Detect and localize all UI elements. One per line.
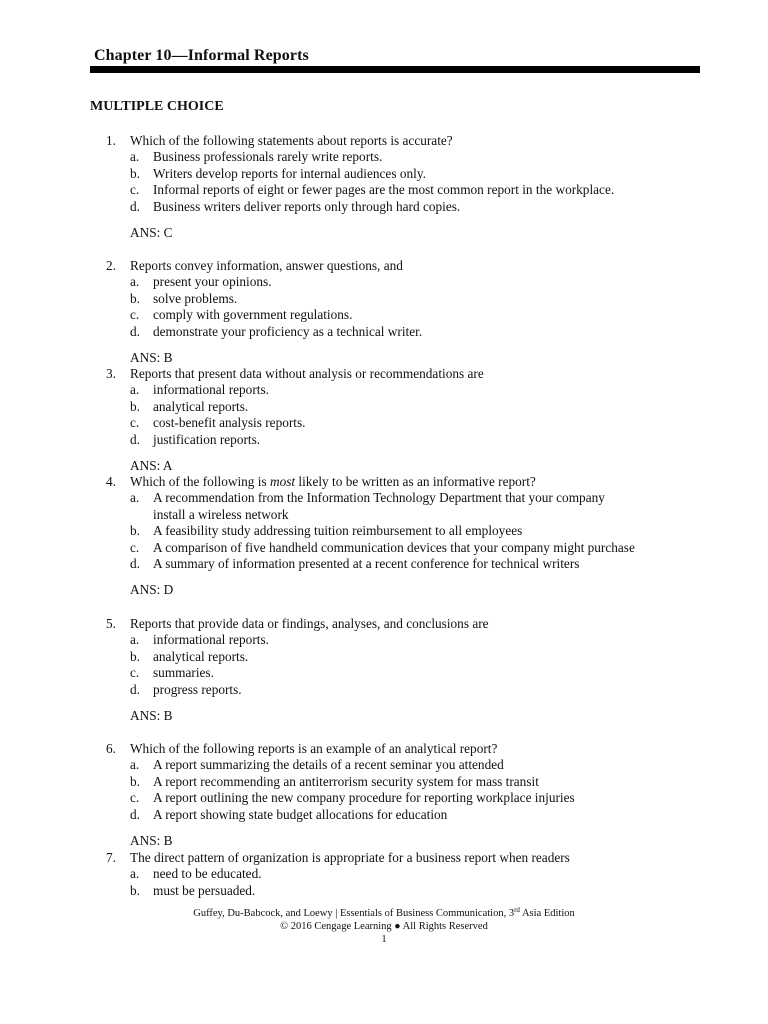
option-c (0, 790, 700, 806)
option-text: analytical reports. (153, 398, 249, 414)
question-stem: Reports that present data without analysis or recommendations are (130, 366, 484, 381)
option-text: present your opinions. (153, 274, 272, 290)
option-a (0, 149, 700, 165)
option-letter: c. (130, 415, 140, 431)
option-text: analytical reports. (153, 648, 249, 664)
question-5 (0, 616, 700, 724)
option-text: A report recommending an antiterrorism security system for mass transit (153, 773, 539, 789)
option-letter: b. (130, 882, 140, 898)
question-stem: Which of the following statements about reports is accurate? (130, 133, 453, 148)
option-d (0, 432, 700, 448)
option-text: A summary of information presented at a recent conference for technical writers (153, 555, 580, 571)
question-stem: Reports convey information, answer questions, and (130, 258, 403, 273)
option-letter: c. (130, 539, 140, 555)
question-6 (0, 741, 700, 849)
option-letter: d. (130, 555, 140, 571)
option-c (0, 415, 700, 431)
option-text: progress reports. (153, 681, 242, 697)
question-number: 4. (106, 474, 116, 489)
option-text: A report outlining the new company procedure for reporting workplace injuries (153, 790, 575, 806)
option-c (0, 540, 700, 556)
option-c (0, 307, 700, 323)
question-2 (0, 258, 700, 366)
page-footer (0, 904, 768, 946)
option-letter: b. (130, 648, 140, 664)
option-text: A comparison of five handheld communication devices that your company might purchase (153, 539, 635, 555)
option-letter: d. (130, 806, 140, 822)
footer-superscript: rd (514, 906, 520, 914)
option-text: A feasibility study addressing tuition reimbursement to all employees (153, 523, 523, 539)
option-b (0, 291, 700, 307)
question-number: 6. (106, 741, 116, 756)
option-d (0, 199, 700, 215)
option-letter: d. (130, 681, 140, 697)
option-letter: d. (130, 323, 140, 339)
footer-copyright: © 2016 Cengage Learning ● All Rights Reserved (280, 921, 488, 932)
question-stem: Which of the following reports is an example of an analytical report? (130, 741, 498, 756)
option-text: informational reports. (153, 382, 269, 398)
option-text: Business professionals rarely write reports. (153, 149, 383, 165)
option-letter: b. (130, 290, 140, 306)
footer-citation: Guffey, Du-Babcock, and Loewy | Essentials of Business Communication, 3rd Asia Edition (193, 906, 575, 919)
option-text: cost-benefit analysis reports. (153, 415, 306, 431)
option-text: informational reports. (153, 632, 269, 648)
option-letter: d. (130, 431, 140, 447)
option-letter: a. (130, 490, 140, 506)
answer-key: ANS: B (130, 832, 173, 848)
option-d (0, 556, 700, 572)
option-text: Writers develop reports for internal audiences only. (153, 165, 426, 181)
option-letter: b. (130, 523, 140, 539)
option-letter: c. (130, 665, 140, 681)
option-letter: c. (130, 182, 140, 198)
option-text: Business writers deliver reports only through hard copies. (153, 198, 461, 214)
question-4 (0, 474, 700, 599)
option-text: demonstrate your proficiency as a technical writer. (153, 323, 423, 339)
question-number: 1. (106, 133, 116, 148)
answer-key: ANS: D (130, 582, 174, 598)
answer-key: ANS: B (130, 707, 173, 723)
chapter-title: Chapter 10—Informal Reports (94, 47, 309, 64)
option-letter: a. (130, 274, 140, 290)
option-letter: a. (130, 866, 140, 882)
question-stem: Reports that provide data or findings, analyses, and conclusions are (130, 616, 489, 631)
answer-key: ANS: B (130, 349, 173, 365)
emphasized-word: most (269, 474, 296, 489)
option-text-continuation: install a wireless network (153, 506, 289, 522)
option-letter: a. (130, 382, 140, 398)
question-7 (0, 850, 700, 899)
option-b (0, 166, 700, 182)
option-d (0, 682, 700, 698)
page-number: 1 (381, 934, 387, 945)
option-text: summaries. (153, 665, 214, 681)
option-b (0, 523, 700, 539)
question-number: 3. (106, 366, 116, 381)
option-text: A recommendation from the Information Technology Department that your company (153, 490, 605, 506)
option-text: A report summarizing the details of a recent seminar you attended (153, 757, 504, 773)
option-a (0, 382, 700, 398)
option-letter: a. (130, 632, 140, 648)
option-text: A report showing state budget allocations for education (153, 806, 448, 822)
option-d (0, 807, 700, 823)
option-letter: c. (130, 790, 140, 806)
question-stem: The direct pattern of organization is appropriate for a business report when readers (130, 850, 570, 865)
question-3 (0, 366, 700, 474)
option-c (0, 182, 700, 198)
option-a (0, 866, 700, 882)
option-b (0, 774, 700, 790)
option-a-continuation (0, 507, 700, 523)
option-text: comply with government regulations. (153, 307, 353, 323)
option-text: need to be educated. (153, 866, 262, 882)
option-d (0, 324, 700, 340)
option-text: solve problems. (153, 290, 238, 306)
option-letter: b. (130, 773, 140, 789)
option-a (0, 490, 700, 506)
question-1 (0, 133, 700, 241)
option-b (0, 399, 700, 415)
option-a (0, 757, 700, 773)
answer-key: ANS: C (130, 224, 173, 240)
option-c (0, 665, 700, 681)
answer-key: ANS: A (130, 457, 173, 473)
option-b (0, 883, 700, 899)
option-letter: a. (130, 149, 140, 165)
title-rule (90, 66, 700, 73)
option-a (0, 274, 700, 290)
option-letter: c. (130, 307, 140, 323)
option-text: Informal reports of eight or fewer pages are the most common report in the workplace. (153, 182, 615, 198)
option-letter: b. (130, 165, 140, 181)
option-letter: a. (130, 757, 140, 773)
option-letter: d. (130, 198, 140, 214)
option-a (0, 632, 700, 648)
option-b (0, 649, 700, 665)
option-text: justification reports. (153, 431, 261, 447)
option-text: must be persuaded. (153, 882, 256, 898)
question-number: 7. (106, 850, 116, 865)
question-number: 2. (106, 258, 116, 273)
question-number: 5. (106, 616, 116, 631)
section-heading: MULTIPLE CHOICE (90, 99, 224, 114)
option-letter: b. (130, 398, 140, 414)
question-stem: Which of the following is most likely to be written as an informative report? (130, 474, 536, 489)
